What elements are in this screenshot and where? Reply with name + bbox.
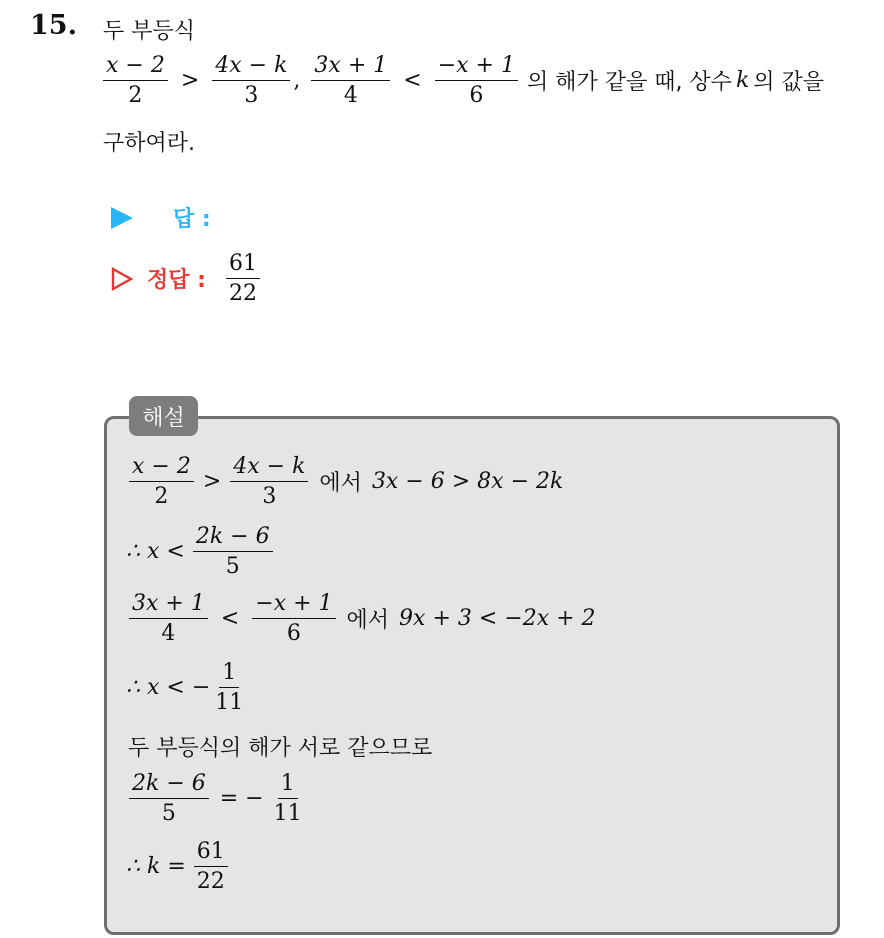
numerator: x − 2 [129, 455, 194, 482]
question-tail-2: 의 값을 [753, 70, 825, 96]
numerator: 61 [194, 840, 228, 867]
therefore-prefix: ∴ k = [126, 854, 186, 880]
fraction [435, 54, 518, 107]
denominator: 22 [196, 869, 225, 895]
correct-answer-label: 정답 : [147, 268, 206, 294]
solution-line-6 [126, 772, 308, 825]
solution-word: 에서 [319, 471, 362, 497]
solution-word: 에서 [346, 608, 390, 634]
fraction [212, 54, 290, 107]
fraction [129, 772, 209, 825]
fraction [252, 592, 335, 645]
numerator: 61 [226, 252, 260, 279]
denominator: 5 [161, 801, 176, 827]
solution-tag: 해설 [129, 396, 198, 436]
denominator: 5 [225, 554, 240, 580]
numerator: 1 [219, 661, 239, 688]
denominator: 11 [215, 690, 244, 716]
denominator: 6 [469, 83, 484, 109]
denominator: 3 [244, 83, 259, 109]
operator: < [220, 606, 240, 632]
answer-label: 답 : [173, 207, 211, 232]
operator: < [403, 68, 422, 94]
solution-line-2 [126, 525, 276, 578]
solution-expr: 9x + 3 < −2x + 2 [399, 606, 596, 632]
fraction [194, 840, 228, 893]
question-title: 두 부등식 [103, 19, 196, 44]
answer-blank-row [111, 202, 211, 233]
fraction [129, 592, 208, 645]
denominator: 3 [262, 484, 277, 510]
numerator: 4x − k [230, 455, 308, 482]
denominator: 2 [154, 484, 169, 510]
denominator: 22 [228, 281, 257, 307]
numerator: 3x + 1 [311, 54, 390, 81]
comma: , [293, 68, 301, 94]
numerator: −x + 1 [252, 592, 335, 619]
operator: > [180, 68, 200, 94]
play-outline-icon [111, 267, 133, 291]
operator: > [202, 469, 222, 495]
numerator: 2k − 6 [193, 525, 273, 552]
fraction [103, 54, 168, 107]
numerator: 3x + 1 [129, 592, 208, 619]
numerator: −x + 1 [435, 54, 518, 81]
variable-k: k [735, 68, 750, 94]
denominator: 11 [273, 801, 302, 827]
equals-minus: = − [219, 786, 264, 812]
solution-line-1 [126, 455, 563, 508]
solution-line-7 [126, 840, 231, 893]
play-filled-icon [111, 207, 133, 229]
fraction [311, 54, 390, 107]
solution-line-4 [126, 661, 249, 714]
denominator: 4 [343, 83, 358, 109]
question-number: 15. [30, 10, 77, 41]
solution-line-5: 두 부등식의 해가 서로 같으므로 [128, 736, 433, 761]
solution-line-3 [126, 592, 596, 645]
therefore-prefix: ∴ x < − [126, 675, 211, 701]
denominator: 4 [161, 621, 176, 647]
question-line-3: 구하여라. [103, 131, 196, 156]
solution-expr: 3x − 6 > 8x − 2k [371, 469, 564, 495]
question-tail-1: 의 해가 같을 때, 상수 [526, 70, 732, 96]
correct-answer-row [111, 252, 263, 305]
denominator: 6 [286, 621, 301, 647]
numerator: x − 2 [103, 54, 168, 81]
denominator: 2 [128, 83, 143, 109]
fraction [193, 525, 273, 578]
fraction [212, 661, 246, 714]
fraction [230, 455, 308, 508]
fraction [129, 455, 194, 508]
therefore-prefix: ∴ x < [126, 539, 185, 565]
numerator: 1 [278, 772, 298, 799]
question-inequalities [100, 54, 824, 107]
fraction [271, 772, 305, 825]
numerator: 2k − 6 [129, 772, 209, 799]
correct-answer-fraction [226, 252, 260, 305]
numerator: 4x − k [212, 54, 290, 81]
